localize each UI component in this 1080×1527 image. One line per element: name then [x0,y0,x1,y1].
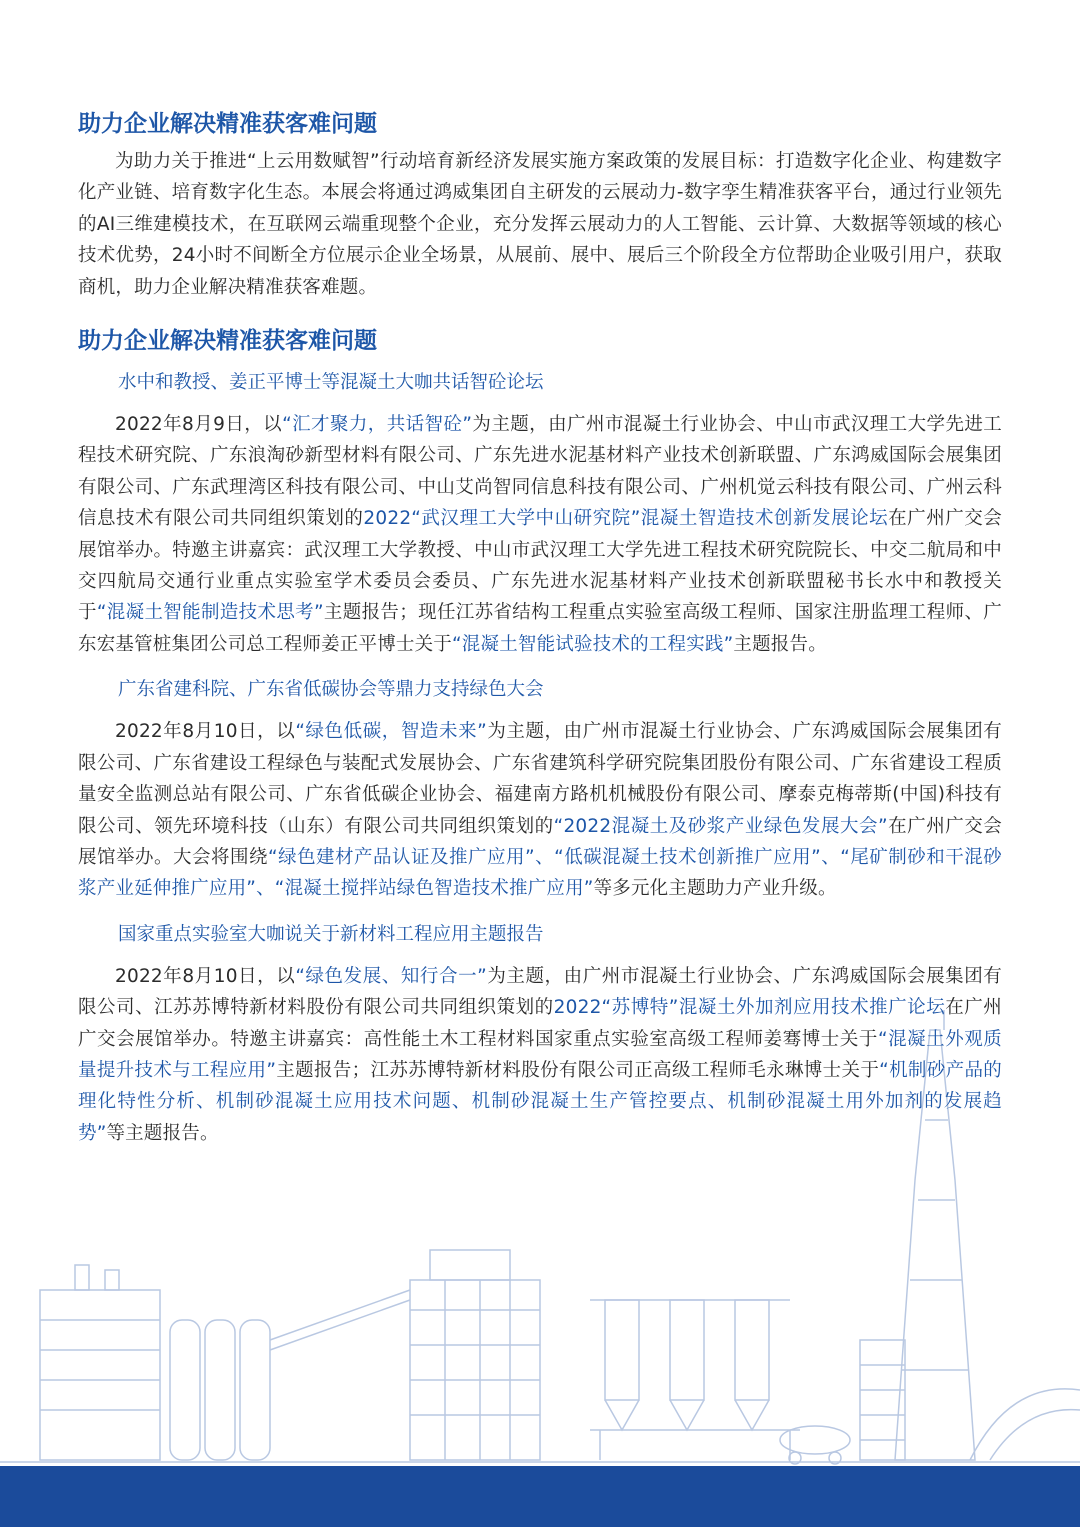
forum-2-text-3: 在广州广交会展馆举办。大会将围绕 [78,815,1002,868]
forum-1-event-name: 2022“武汉理工大学中山研究院”混凝土智造技术创新发展论坛 [363,508,889,530]
forum-2-subtitle: 广东省建科院、广东省低碳协会等鼎力支持绿色大会 [118,679,544,701]
forum-1-text-5: 主题报告。 [733,633,827,655]
section-1-paragraph: 为助力关于推进“上云用数赋智”行动培育新经济发展实施方案政策的发展目标：打造数字化企业、构建数字化产业链、培育数字化生态。本展会将通过鸿威集团自主研发的云展动力-数字孪生精准获客平台，通过行业领先的AI三维建模技术，在互联网云端重现整个企业，充分发挥云展动力的人工智能、云计算、大数据等领域的核心技术优势，24小时不间断全方位展示企业全场景，从展前、展中、展后三个阶段全方位帮助企业吸引用户，获取商机，助力企业解决精准获客难题。 [78,151,1002,298]
forum-2-text-1: 2022年8月10日，以 [115,721,296,743]
forum-3-report-2: “机制砂产品的理化特性分析、机制砂混凝土应用技术问题、机制砂混凝土生产管控要点、机制砂混凝土用外加剂的发展趋势” [78,1059,1002,1144]
forum-3-subtitle: 国家重点实验室大咖说关于新材料工程应用主题报告 [118,923,544,945]
forum-1-subtitle: 水中和教授、姜正平博士等混凝土大咖共话智砼论坛 [118,372,544,394]
factory-left [40,1290,160,1460]
arena-dome [970,1389,1080,1460]
forum-1-text-3: 在广州广交会展馆举办。特邀主讲嘉宾：武汉理工大学教授、中山市武汉理工大学先进工程技术研究院院长、中交二航局和中交四航局交通行业重点实验室学术委员会委员、广东先进水泥基材料产业技术创新联盟秘书长水中和教授关于 [78,508,1002,624]
forum-2-paragraph [78,716,1002,904]
silo-left-2 [205,1320,235,1460]
forum-1-text-2: 为主题，由广州市混凝土行业协会、中山市武汉理工大学先进工程技术研究院、广东浪淘砂新型材料有限公司、广东先进水泥基材料产业技术创新联盟、广东鸿威国际会展集团有限公司、广东武理湾区科技有限公司、中山艾尚智同信息科技有限公司、广州机觉云科技有限公司、广州云科信息技术有限公司共同组织策划的 [78,414,1002,530]
forum-1-theme: “汇才聚力，共话智砼” [282,414,473,436]
forum-2-text-4: 等多元化主题助力产业升级。 [593,878,837,900]
forum-3-event-name: 2022“苏博特”混凝土外加剂应用技术推广论坛 [553,997,946,1019]
forum-3-text-1: 2022年8月10日，以 [115,965,296,987]
forum-1-paragraph [78,409,1002,660]
forum-3-theme: “绿色发展、知行合一” [295,965,487,987]
silo-left-3 [240,1320,270,1460]
article-content [78,104,1002,1149]
footer-bar [0,1466,1080,1527]
office-building [860,1340,905,1460]
plant-top [430,1250,510,1280]
chimney-2 [105,1270,119,1290]
section-heading-1: 助力企业解决精准获客难问题 [78,111,377,137]
forum-1-report-2: “混凝土智能试验技术的工程实践” [452,633,734,655]
forum-2-topics: “绿色建材产品认证及推广应用”、“低碳混凝土技术创新推广应用”、“尾矿制砂和干混砂浆产业延伸推广应用”、“混凝土搅拌站绿色智造技术推广应用” [78,846,1002,900]
section-heading-2: 助力企业解决精准获客难问题 [78,328,377,355]
forum-3-text-4: 主题报告；江苏苏博特新材料股份有限公司正高级工程师毛永琳博士关于 [276,1059,880,1081]
forum-3-text-5: 等主题报告。 [106,1122,219,1144]
forum-3-text-2: 为主题，由广州市混凝土行业协会、广东鸿威国际会展集团有限公司、江苏苏博特新材料股份有限公司共同组织策划的 [78,965,1003,1019]
forum-1-text-4: 主题报告；现任江苏省结构工程重点实验室高级工程师、国家注册监理工程师、广东宏基管桩集团公司总工程师姜正平博士关于 [78,602,1002,655]
forum-3-report-1: “混凝土外观质量提升技术与工程应用” [78,1028,1002,1081]
silo-left-1 [170,1320,200,1460]
cement-silo-3 [735,1300,769,1400]
forum-1-text-1: 2022年8月9日，以 [115,414,283,436]
chimney-1 [75,1265,89,1290]
plant-tower [410,1280,540,1460]
forum-2-event-name: “2022混凝土及砂浆产业绿色发展大会” [553,815,888,837]
cement-silo-1 [605,1300,639,1400]
forum-3-paragraph [78,961,1002,1149]
forum-1-report-1: “混凝土智能制造技术思考” [96,602,324,624]
forum-2-theme: “绿色低碳，智造未来” [295,721,487,743]
forum-3-text-3: 在广州广交会展馆举办。特邀主讲嘉宾：高性能土木工程材料国家重点实验室高级工程师姜骞博士关于 [78,997,1002,1050]
forum-2-text-2: 为主题，由广州市混凝土行业协会、广东鸿威国际会展集团有限公司、广东省建设工程绿色与装配式发展协会、广东省建筑科学研究院集团股份有限公司、广东省建设工程质量安全监测总站有限公司、广东省低碳企业协会、福建南方路机机械股份有限公司、摩泰克梅蒂斯(中国)科技有限公司、领先环境科技（山东）有限公司共同组织策划的 [78,721,1003,837]
cement-silo-2 [670,1300,704,1400]
